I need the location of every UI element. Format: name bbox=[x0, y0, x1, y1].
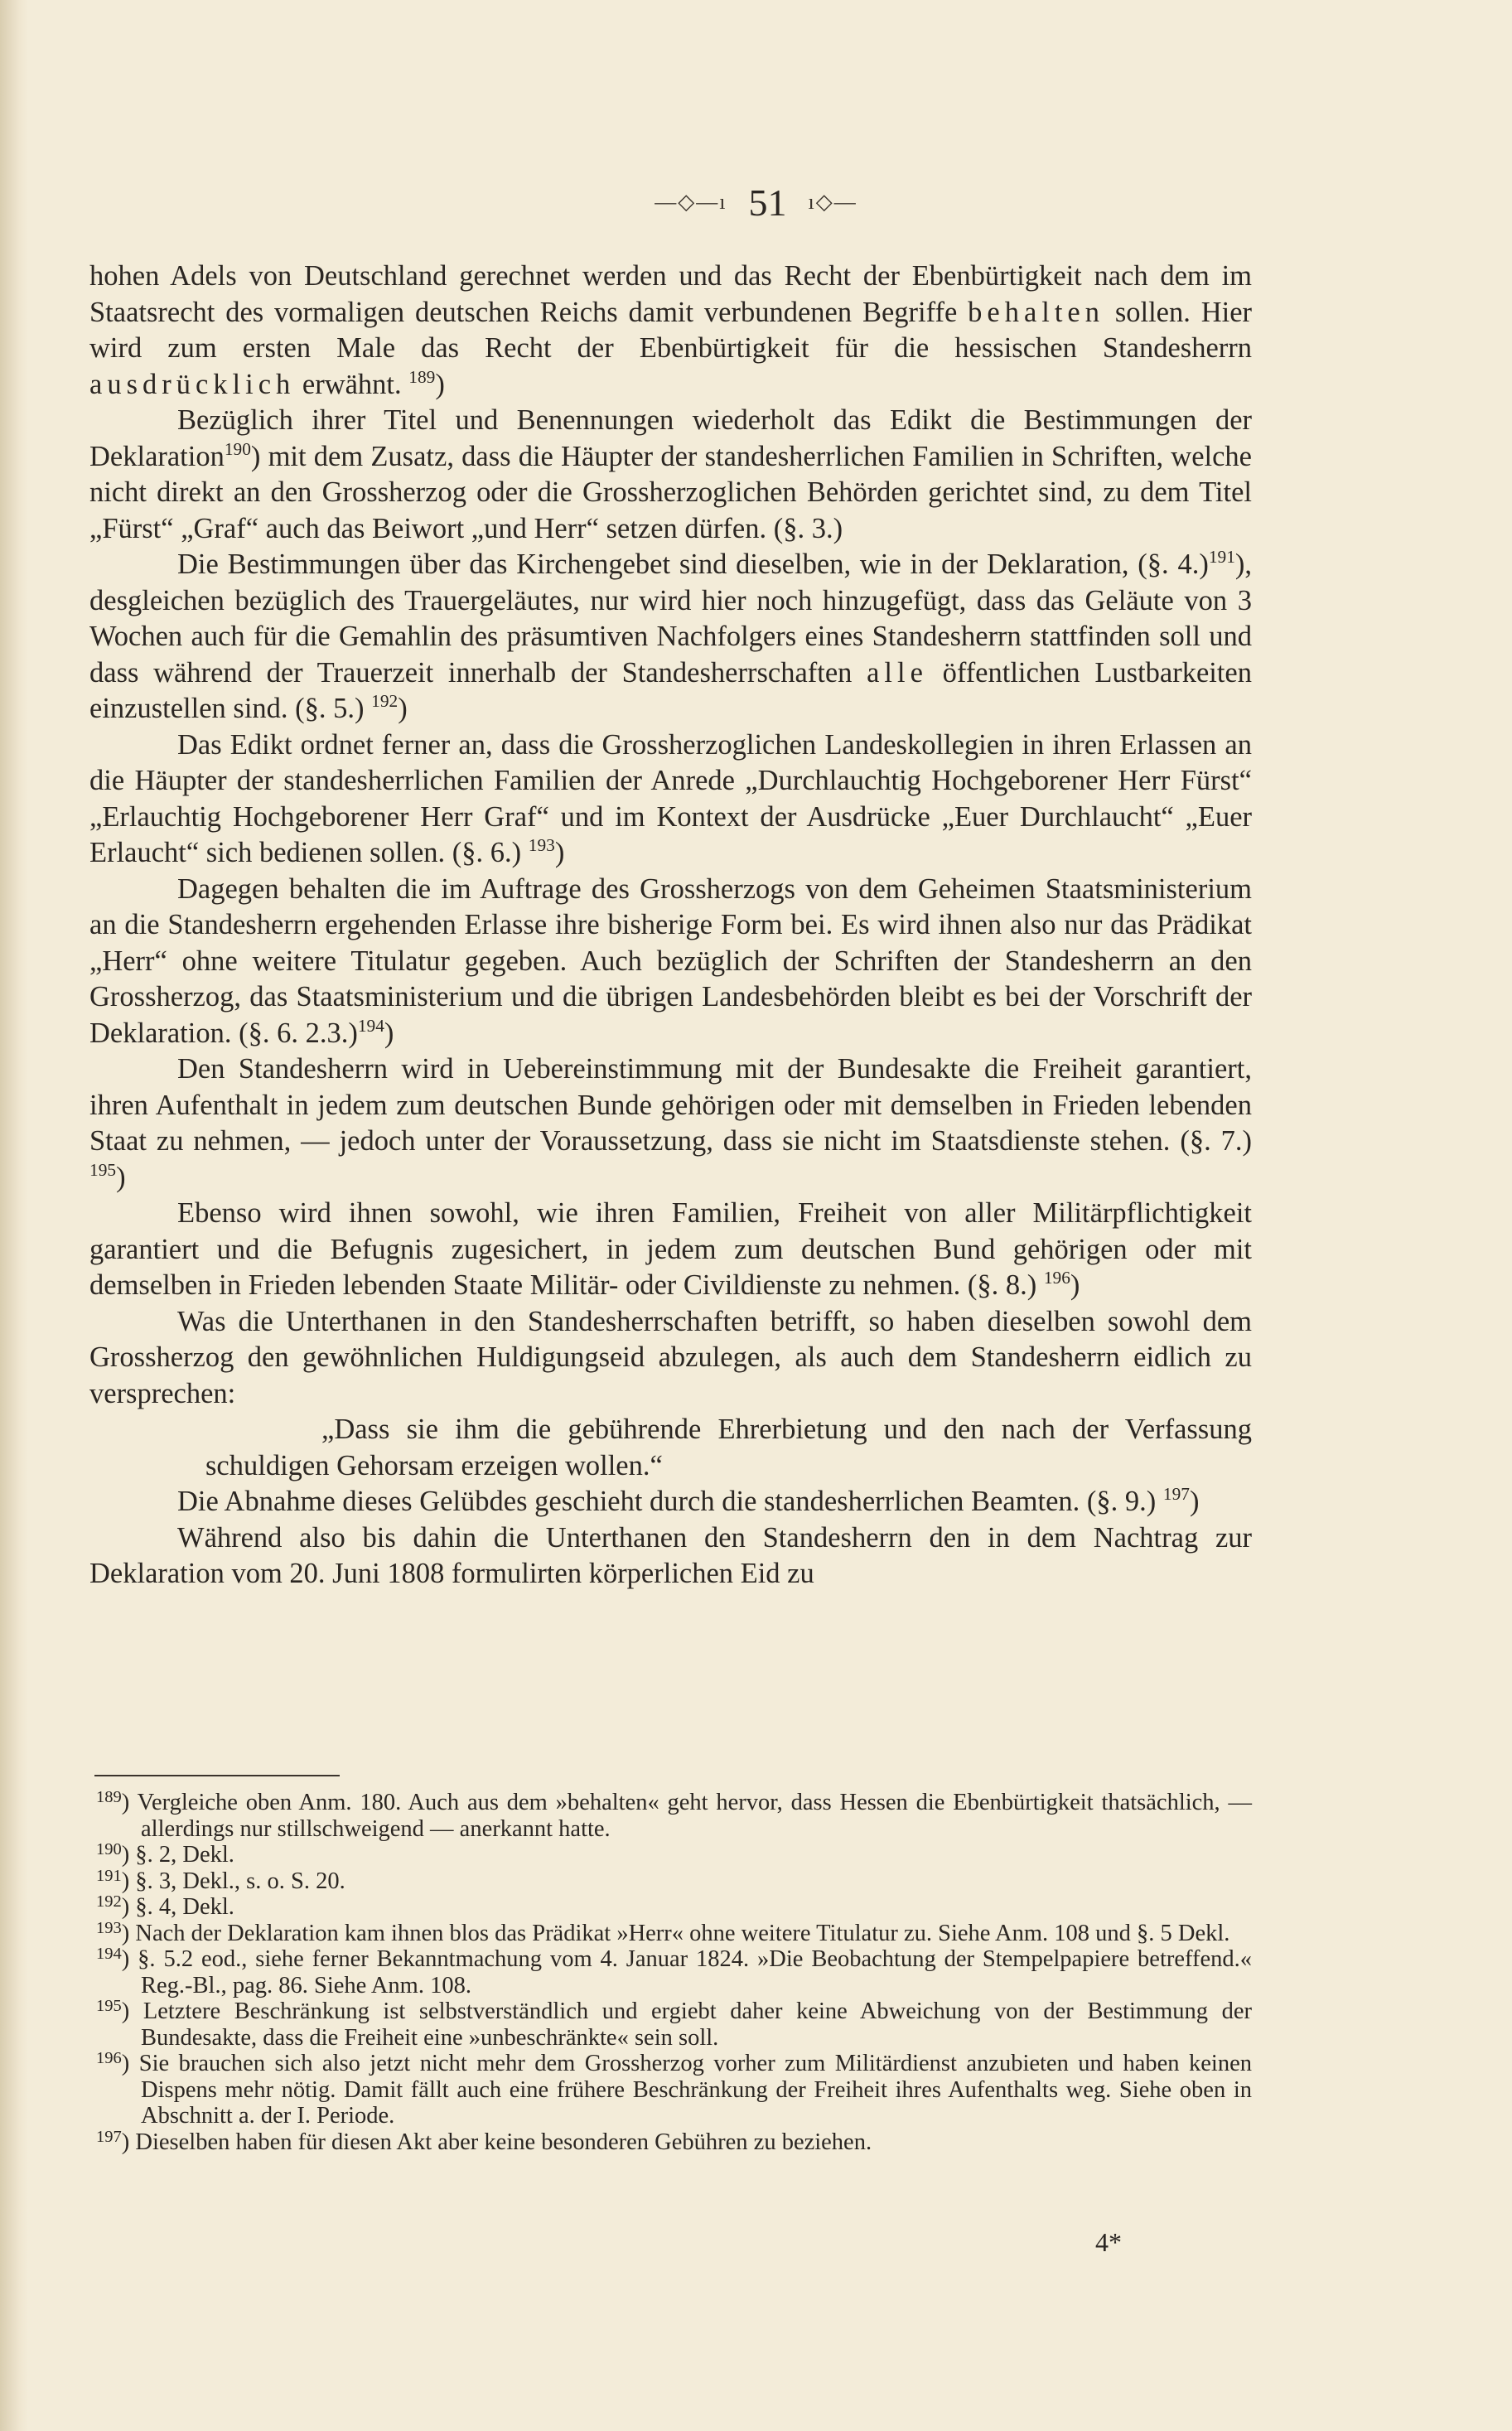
main-text bbox=[89, 259, 1252, 1592]
paragraph: hohen Adels von Deutschland gerechnet werden und das Recht der Ebenbürtigkeit nach dem im Staatsrecht des vormaligen deutschen Reichs damit verbundenen Begriffe behalten sollen. Hier wird zum ersten Male das Recht der Ebenbürtigkeit für die hessischen Standesherrn ausdrücklich erwähnt. $^{189}$) bbox=[89, 260, 1253, 400]
paragraph: Was die Unterthanen in den Standesherrschaften betrifft, so haben dieselben sowohl dem Grossherzog den gewöhnlichen Huldigungseid abzulegen, als auch dem Standesherrn eidlich zu versprechen: bbox=[89, 1305, 1252, 1409]
ornament-left: —◇—ı bbox=[655, 190, 727, 214]
paragraph: Während also bis dahin die Unterthanen den Standesherrn den in dem Nachtrag zur Deklaration vom 20. Juni 1808 formulirten körperlichen Eid zu bbox=[89, 1521, 1252, 1589]
spaced-emphasis: behalten bbox=[968, 296, 1104, 328]
footnote-text: §. 3, Dekl., s. o. S. 20. bbox=[135, 1868, 345, 1894]
footnote-text: Nach der Deklaration kam ihnen blos das Prädikat »Herr« ohne weitere Titulatur zu. Siehe Anm. 108 und §. 5 Dekl. bbox=[135, 1920, 1230, 1946]
footnote: $^{197}$) Dieselben haben für diesen Akt aber keine besonderen Gebühren zu beziehen. bbox=[96, 2127, 872, 2155]
signature-mark: 4* bbox=[1095, 2227, 1122, 2257]
footnote-number: 193 bbox=[96, 1918, 122, 1937]
footnote: $^{193}$) Nach der Deklaration kam ihnen blos das Prädikat »Herr« ohne weitere Titulatur zu. Siehe Anm. 108 und §. 5 Dekl. bbox=[96, 1918, 1230, 1946]
footnote-number: 197 bbox=[96, 2127, 122, 2146]
paragraph: Das Edikt ordnet ferner an, dass die Grossherzoglichen Landeskollegien in ihren Erlassen an die Häupter der standesherrlichen Familien der Anrede „Durchlauchtig Hochgeborener Herr Fürst“ „Erlauchtig Hochgeborener Herr Graf“ und im Kontext der Ausdrücke „Euer Durchlaucht“ „Euer Erlaucht“ sich bedienen sollen. (§. 6.) $^{193}$) bbox=[89, 728, 1252, 868]
footnote: $^{189}$) Vergleiche oben Anm. 180. Auch aus dem »behalten« geht hervor, dass Hessen die Ebenbürtigkeit thatsächlich, — allerdings nur stillschweigend — anerkannt hatte. bbox=[96, 1787, 1252, 1842]
paragraph: Den Standesherrn wird in Uebereinstimmung mit der Bundesakte die Freiheit garantiert, ihren Aufenthalt in jedem zum deutschen Bunde gehörigen oder mit demselben in Frieden lebenden Staat zu nehmen, — jedoch unter der Voraussetzung, dass sie nicht im Staatsdienste stehen. (§. 7.) $^{195}$) bbox=[89, 1053, 1252, 1193]
footnote-text: §. 5.2 eod., siehe ferner Bekanntmachung vom 4. Januar 1824. »Die Beobachtung der Stempelpapiere betreffend.« Reg.-Bl., pag. 86. Siehe Anm. 108. bbox=[138, 1946, 1252, 1998]
footnote-number: 189 bbox=[96, 1787, 122, 1806]
footnotes bbox=[96, 1787, 1252, 2155]
footnote-ref: 190 bbox=[224, 438, 251, 459]
paragraph: Dagegen behalten die im Auftrage des Grossherzogs von dem Geheimen Staatsministerium an die Standesherrn ergehenden Erlasse ihre bisherige Form bei. Es wird ihnen also nur das Prädikat „Herr“ ohne weitere Titulatur gegeben. Auch bezüglich der Schriften der Standesherrn an den Grossherzog, das Staatsministerium und die übrigen Landesbehörden bleibt es bei der Vorschrift der Deklaration. (§. 6. 2.3.)$^{194}$) bbox=[89, 872, 1252, 1049]
footnote-text: §. 2, Dekl. bbox=[135, 1842, 234, 1868]
spaced-emphasis: ausdrücklich bbox=[89, 368, 296, 400]
text-run: hohen Adels von Deutschland gerechnet werden und das Recht der Ebenbürtigkeit nach dem im Staatsrecht des vormaligen deutschen Reichs damit verbundenen Begriffe bbox=[89, 260, 1252, 328]
text-run: sollen. Hier wird zum ersten Male das Recht der Ebenbürtigkeit für die hessischen Standesherrn bbox=[89, 296, 1253, 364]
text-run: Die Bestimmungen über das Kirchengebet sind dieselben, wie in der Deklaration, (§. 4.) bbox=[177, 549, 1209, 580]
footnote-ref: 194 bbox=[357, 1015, 384, 1036]
footnote-ref: 195 bbox=[89, 1159, 117, 1180]
footnote-text: Sie brauchen sich also jetzt nicht mehr dem Grossherzog vorher zum Militärdienst anzubieten und haben keinen Dispens mehr nötig. Damit fällt auch eine frühere Beschränkung der Freiheit ihres Aufenthalts weg. Siehe oben in Abschnitt a. der I. Periode. bbox=[138, 2051, 1252, 2129]
page-header bbox=[0, 177, 1512, 227]
footnote-ref: 191 bbox=[1208, 547, 1235, 568]
text-run: Den Standesherrn wird in Uebereinstimmung mit der Bundesakte die Freiheit garantiert, ihren Aufenthalt in jedem zum deutschen Bunde gehörigen oder mit demselben in Frieden lebenden Staat zu nehmen, — jedoch unter der Voraussetzung, dass sie nicht im Staatsdienste stehen. (§. 7.) bbox=[89, 1053, 1252, 1157]
footnote-number: 196 bbox=[96, 2048, 122, 2067]
footnote: $^{194}$) §. 5.2 eod., siehe ferner Bekanntmachung vom 4. Januar 1824. »Die Beobachtung der Stempelpapiere betreffend.« Reg.-Bl., pag. 86. Siehe Anm. 108. bbox=[96, 1944, 1252, 1998]
footnote-ref: 189 bbox=[408, 366, 436, 387]
text-run: erwähnt. bbox=[302, 368, 402, 400]
spaced-emphasis: alle bbox=[867, 656, 928, 689]
footnote-number: 192 bbox=[96, 1892, 122, 1911]
page-binding-edge bbox=[0, 0, 28, 2431]
text-run: Ebenso wird ihnen sowohl, wie ihren Familien, Freiheit von aller Militärpflichtigkeit garantiert und die Befugnis zugesichert, in jedem zum deutschen Bund gehörigen oder mit demselben in Frieden lebenden Staate Militär- oder Civildienste zu nehmen. (§. 8.) bbox=[89, 1197, 1252, 1301]
footnote-text: §. 4, Dekl. bbox=[135, 1894, 234, 1920]
footnote-number: 191 bbox=[96, 1866, 122, 1885]
text-run: öffentlichen Lustbarkeiten einzustellen sind. (§. 5.) bbox=[89, 656, 1252, 724]
footnote-number: 190 bbox=[96, 1839, 122, 1858]
footnote-ref: 197 bbox=[1162, 1484, 1190, 1505]
footnote-text: Dieselben haben für diesen Akt aber keine besonderen Gebühren zu beziehen. bbox=[135, 2129, 872, 2155]
paragraph: Die Abnahme dieses Gelübdes geschieht durch die standesherrlichen Beamten. (§. 9.) $^{197}$) bbox=[177, 1484, 1200, 1517]
footnote-ref: 193 bbox=[528, 835, 555, 856]
text-run: mit dem Zusatz, dass die Häupter der standesherrlichen Familien in Schriften, welche nicht direkt an den Grossherzog oder die Grossherzoglichen Behörden gerichtet sind, zu dem Titel „Fürst“ „Graf“ auch das Beiwort „und Herr“ setzen dürfen. (§. 3.) bbox=[89, 440, 1252, 544]
text-run: Dagegen behalten die im Auftrage des Grossherzogs von dem Geheimen Staatsministerium an die Standesherrn ergehenden Erlasse ihre bisherige Form bei. Es wird ihnen also nur das Prädikat „Herr“ ohne weitere Titulatur gegeben. Auch bezüglich der Schriften der Standesherrn an den Grossherzog, das Staatsministerium und die übrigen Landesbehörden bleibt es bei der Vorschrift der Deklaration. (§. 6. 2.3.) bbox=[89, 872, 1252, 1049]
ornament-right: ı◇— bbox=[808, 190, 857, 214]
footnote-number: 195 bbox=[96, 1996, 122, 2015]
text-run: Die Abnahme dieses Gelübdes geschieht durch die standesherrlichen Beamten. (§. 9.) bbox=[177, 1486, 1157, 1517]
text-run: Das Edikt ordnet ferner an, dass die Grossherzoglichen Landeskollegien in ihren Erlassen an die Häupter der standesherrlichen Familien der Anrede „Durchlauchtig Hochgeborener Herr Fürst“ „Erlauchtig Hochgeborener Herr Graf“ und im Kontext der Ausdrücke „Euer Durchlaucht“ „Euer Erlaucht“ sich bedienen sollen. (§. 6.) bbox=[89, 728, 1252, 868]
footnote-rule bbox=[94, 1775, 340, 1776]
footnote-ref: 196 bbox=[1043, 1268, 1070, 1288]
footnote: $^{190}$) §. 2, Dekl. bbox=[96, 1839, 234, 1868]
quote: „Dass sie ihm die gebührende Ehrerbietung und den nach der Verfassung schuldigen Gehorsam erzeigen wollen.“ bbox=[205, 1414, 1252, 1481]
text-run: , desgleichen bezüglich des Trauergeläutes, nur wird hier noch hinzugefügt, dass das Geläute von 3 Wochen auch für die Gemahlin des präsumtiven Nachfolgers eines Standesherrn stattfinden soll und dass während der Trauerzeit innerhalb der Standesherrschaften bbox=[89, 549, 1252, 689]
footnote: $^{196}$) Sie brauchen sich also jetzt nicht mehr dem Grossherzog vorher zum Militärdienst anzubieten und haben keinen Dispens mehr nötig. Damit fällt auch eine frühere Beschränkung der Freiheit ihres Aufenthalts weg. Siehe oben in Abschnitt a. der I. Periode. bbox=[96, 2048, 1252, 2129]
paragraph: Die Bestimmungen über das Kirchengebet sind dieselben, wie in der Deklaration, (§. 4.)$^{191}$), desgleichen bezüglich des Trauergeläutes, nur wird hier noch hinzugefügt, dass das Geläute von 3 Wochen auch für die Gemahlin des präsumtiven Nachfolgers eines Standesherrn stattfinden soll und dass während der Trauerzeit innerhalb der Standesherrschaften alle öffentlichen Lustbarkeiten einzustellen sind. (§. 5.) $^{192}$) bbox=[89, 547, 1252, 724]
page-number: 51 bbox=[748, 181, 787, 224]
footnote-ref: 192 bbox=[371, 691, 399, 712]
paragraph: Bezüglich ihrer Titel und Benennungen wiederholt das Edikt die Bestimmungen der Deklaration$^{190}$) mit dem Zusatz, dass die Häupter der standesherrlichen Familien in Schriften, welche nicht direkt an den Grossherzog oder die Grossherzoglichen Behörden gerichtet sind, zu dem Titel „Fürst“ „Graf“ auch das Beiwort „und Herr“ setzen dürfen. (§. 3.) bbox=[89, 404, 1252, 544]
footnote: $^{195}$) Letztere Beschränkung ist selbstverständlich und ergiebt daher keine Abweichung von der Bestimmung der Bundesakte, dass die Freiheit eine »unbeschränkte« sein soll. bbox=[96, 1996, 1252, 2051]
paragraph: Ebenso wird ihnen sowohl, wie ihren Familien, Freiheit von aller Militärpflichtigkeit garantiert und die Befugnis zugesichert, in jedem zum deutschen Bund gehörigen oder mit demselben in Frieden lebenden Staate Militär- oder Civildienste zu nehmen. (§. 8.) $^{196}$) bbox=[89, 1197, 1252, 1301]
footnote-text: Vergleiche oben Anm. 180. Auch aus dem »behalten« geht hervor, dass Hessen die Ebenbürtigkeit thatsächlich, — allerdings nur stillschweigend — anerkannt hatte. bbox=[137, 1790, 1252, 1842]
footnote: $^{192}$) §. 4, Dekl. bbox=[96, 1892, 234, 1920]
footnote: $^{191}$) §. 3, Dekl., s. o. S. 20. bbox=[96, 1866, 345, 1894]
footnote-number: 194 bbox=[96, 1944, 122, 1963]
text-run: Bezüglich ihrer Titel und Benennungen wiederholt das Edikt die Bestimmungen der Deklaration bbox=[89, 404, 1252, 472]
footnote-text: Letztere Beschränkung ist selbstverständlich und ergiebt daher keine Abweichung von der Bestimmung der Bundesakte, dass die Freiheit eine »unbeschränkte« sein soll. bbox=[141, 1998, 1252, 2051]
